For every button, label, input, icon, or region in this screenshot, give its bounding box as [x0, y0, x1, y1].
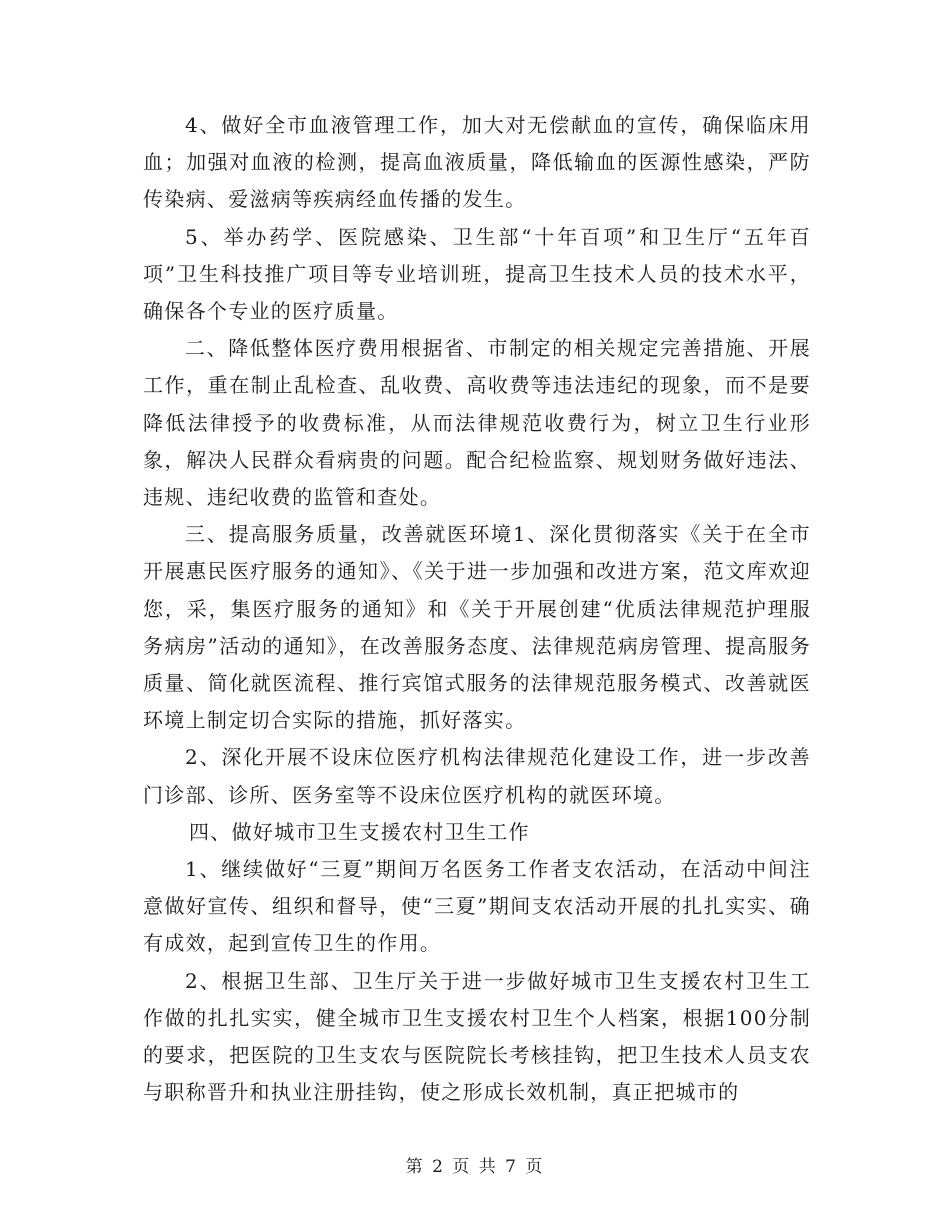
paragraph-summer-activity: 1、继续做好“三夏”期间万名医务工作者支农活动，在活动中间注意做好宣传、组织和督导，使“三夏”期间支农活动开展的扎扎实实、确有成效，起到宣传卫生的作用。 [143, 857, 811, 956]
footer-current-page: 2 [432, 1157, 445, 1177]
paragraph-service-quality: 三、提高服务质量，改善就医环境1、深化贯彻落实《关于在全市开展惠民医疗服务的通知》、《关于进一步加强和改进方案，范文库欢迎您，采，集医疗服务的通知》和《关于开展创建“优质法律规范护理服务病房”活动的通知》，在改善服务态度、法律规范病房管理、提高服务质量、简化就医流程、推行宾馆式服务的法律规范服务模式、改善就医环境上制定切合实际的措施，抓好落实。 [143, 522, 811, 733]
footer-prefix: 第 [405, 1157, 425, 1177]
page-footer [0, 1152, 950, 1177]
footer-suffix: 页 [525, 1157, 545, 1177]
paragraph-clinic-standardization: 2、深化开展不设床位医疗机构法律规范化建设工作，进一步改善门诊部、诊所、医务室等不设床位医疗机构的就医环境。 [143, 745, 811, 807]
section-heading-rural-support: 四、做好城市卫生支援农村卫生工作 [189, 819, 530, 844]
paragraph-training-courses: 5、举办药学、医院感染、卫生部“十年百项”和卫生厅“五年百项”卫生科技推广项目等专业培训班，提高卫生技术人员的技术水平，确保各个专业的医疗质量。 [143, 224, 811, 324]
paragraph-archive-assessment: 2、根据卫生部、卫生厅关于进一步做好城市卫生支援农村卫生工作做的扎扎实实，健全城市卫生支援农村卫生个人档案，根据100分制的要求，把医院的卫生支农与医院院长考核挂钩，把卫生技术人员支农与职称晋升和执业注册挂钩，使之形成长效机制，真正把城市的 [143, 968, 811, 1105]
footer-total-pages: 7 [505, 1157, 518, 1177]
paragraph-reduce-costs: 二、降低整体医疗费用根据省、市制定的相关规定完善措施、开展工作，重在制止乱检查、乱收费、高收费等违法违纪的现象，而不是要降低法律授予的收费标准，从而法律规范收费行为，树立卫生行业形象，解决人民群众看病贵的问题。配合纪检监察、规划财务做好违法、违规、违纪收费的监管和查处。 [143, 336, 811, 510]
document-body [143, 107, 811, 1111]
paragraph-blood-management: 4、做好全市血液管理工作，加大对无偿献血的宣传，确保临床用血；加强对血液的检测，提高血液质量，降低输血的医源性感染，严防传染病、爱滋病等疾病经血传播的发生。 [143, 113, 811, 212]
footer-middle: 页 共 [452, 1157, 498, 1177]
